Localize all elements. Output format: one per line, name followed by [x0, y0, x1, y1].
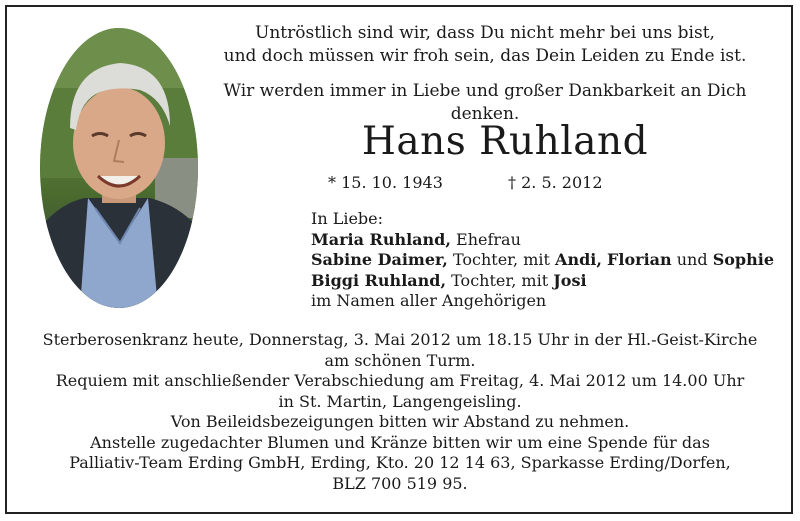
member-name: Sabine Daimer, [311, 250, 448, 269]
family-closing: im Namen aller Angehörigen [311, 291, 547, 310]
note-line: am schönen Turm. [324, 350, 476, 370]
note-line: Palliativ-Team Erding GmbH, Erding, Kto. 20 12 14 63, Sparkasse Erding/Dorfen, [69, 453, 731, 472]
intro-verse [205, 22, 765, 126]
note-line: in St. Martin, Langengeisling. [278, 391, 522, 411]
note-line: BLZ 700 519 95. [332, 473, 468, 493]
birth-date: * 15. 10. 1943 [328, 173, 443, 192]
death-date: † 2. 5. 2012 [508, 173, 603, 192]
family-member [311, 250, 774, 271]
family-member [311, 271, 774, 292]
intro-line: Wir werden immer in Liebe und großer Dankbarkeit an Dich denken. [223, 81, 747, 124]
grandchild-name: Sophie [712, 250, 775, 269]
note-line: Sterberosenkranz heute, Donnerstag, 3. Mai 2012 um 18.15 Uhr in der Hl.-Geist-Kirche [42, 330, 758, 349]
intro-line: und doch müssen wir froh sein, das Dein Leiden zu Ende ist. [223, 46, 747, 66]
member-name: Biggi Ruhland, [311, 270, 447, 290]
grandchild-name: Josi [553, 270, 587, 290]
family-member [311, 230, 774, 251]
conjunction: und [676, 250, 708, 269]
grandchild-name: Andi, [555, 250, 602, 269]
portrait-illustration [40, 28, 198, 308]
intro-line: Untröstlich sind wir, dass Du nicht mehr bei uns bist, [255, 23, 715, 43]
family-heading: In Liebe: [311, 209, 384, 228]
deceased-name: Hans Ruhland [361, 119, 649, 164]
note-line: Von Beileidsbezeigungen bitten wir Abstand zu nehmen. [170, 412, 630, 431]
note-line: Requiem mit anschließender Verabschiedung am Freitag, 4. Mai 2012 um 14.00 Uhr [55, 371, 745, 390]
member-name: Maria Ruhland, [311, 229, 451, 249]
member-role: Tochter, mit [452, 250, 550, 269]
service-notes [24, 330, 776, 494]
portrait-photo [40, 28, 198, 308]
member-role: Tochter, mit [451, 270, 549, 290]
family-list [311, 209, 774, 312]
grandchild-name: Florian [607, 250, 672, 269]
member-role: Ehefrau [456, 229, 521, 249]
note-line: Anstelle zugedachter Blumen und Kränze bitten wir um eine Spende für das [90, 432, 710, 452]
